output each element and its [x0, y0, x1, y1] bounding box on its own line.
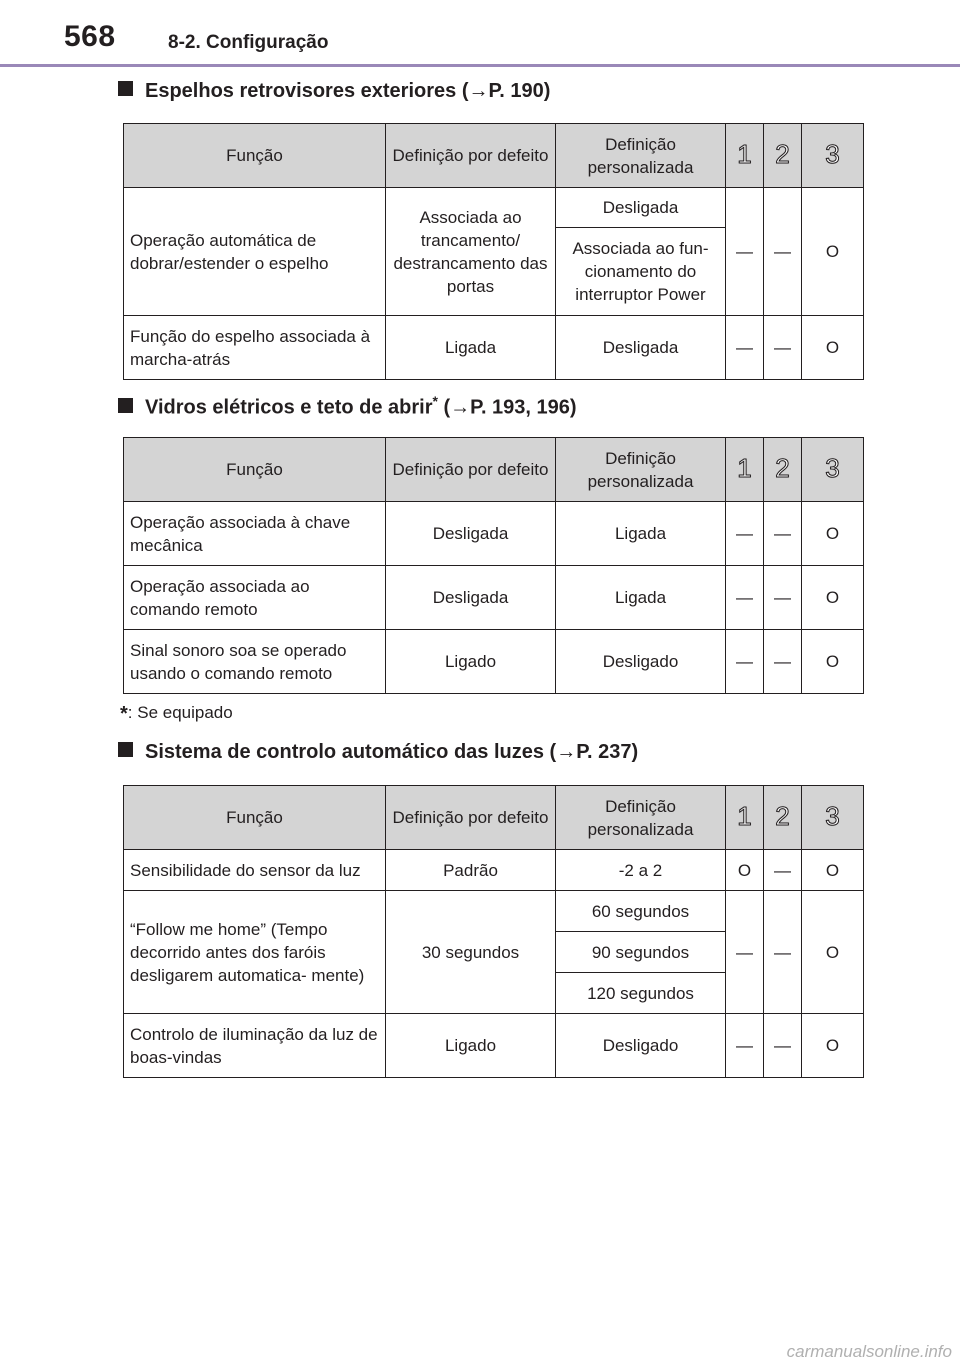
header-function: Função — [124, 124, 386, 188]
lights-table — [123, 785, 864, 1078]
custom-cell: 90 segundos — [556, 932, 726, 973]
col1-cell: — — [726, 188, 764, 316]
function-cell: Operação automática de dobrar/estender o espelho — [124, 188, 386, 316]
square-bullet-icon — [118, 398, 133, 413]
custom-cell: Ligada — [556, 566, 726, 630]
table-header-row — [124, 438, 864, 502]
col3-cell: O — [802, 316, 864, 380]
header-col-2: 2 — [764, 124, 802, 188]
header-default: Definição por defeito — [386, 438, 556, 502]
custom-cell: Desligada — [556, 188, 726, 228]
custom-cell: Desligado — [556, 1014, 726, 1078]
col2-cell: — — [764, 188, 802, 316]
custom-cell: 120 segundos — [556, 973, 726, 1014]
col1-cell: — — [726, 1014, 764, 1078]
header-col-1: 1 — [726, 438, 764, 502]
header-col-1: 1 — [726, 786, 764, 850]
table-row — [124, 502, 864, 566]
col3-cell: O — [802, 188, 864, 316]
section-title-lights: Sistema de controlo automático das luzes (→P. 237) — [118, 741, 638, 764]
col1-cell: — — [726, 630, 764, 694]
table-row — [124, 1014, 864, 1078]
header-custom: Definição personalizada — [556, 786, 726, 850]
col1-cell: — — [726, 316, 764, 380]
custom-cell: Ligada — [556, 502, 726, 566]
header-col-2: 2 — [764, 438, 802, 502]
col3-cell: O — [802, 850, 864, 891]
table-row — [124, 188, 864, 228]
mirrors-table — [123, 123, 864, 380]
header-col-3: 3 — [802, 438, 864, 502]
header-default: Definição por defeito — [386, 124, 556, 188]
col2-cell: — — [764, 850, 802, 891]
col1-cell: — — [726, 502, 764, 566]
table-row — [124, 566, 864, 630]
table-row — [124, 316, 864, 380]
default-cell: Desligada — [386, 566, 556, 630]
custom-cell: Desligado — [556, 630, 726, 694]
default-cell: 30 segundos — [386, 891, 556, 1014]
function-cell: “Follow me home” (Tempo decorrido antes dos faróis desligarem automatica- mente) — [124, 891, 386, 1014]
header-custom: Definição personalizada — [556, 438, 726, 502]
header-function: Função — [124, 786, 386, 850]
header-custom: Definição personalizada — [556, 124, 726, 188]
function-cell: Função do espelho associada à marcha-atrás — [124, 316, 386, 380]
col3-cell: O — [802, 1014, 864, 1078]
page-header — [0, 0, 960, 68]
col3-cell: O — [802, 502, 864, 566]
col2-cell: — — [764, 630, 802, 694]
col3-cell: O — [802, 630, 864, 694]
header-col-1: 1 — [726, 124, 764, 188]
default-cell: Padrão — [386, 850, 556, 891]
header-function: Função — [124, 438, 386, 502]
table-row — [124, 891, 864, 932]
section-title-mirrors: Espelhos retrovisores exteriores (→P. 190) — [118, 80, 550, 103]
header-col-2: 2 — [764, 786, 802, 850]
col2-cell: — — [764, 502, 802, 566]
watermark: carmanualsonline.info — [786, 1342, 952, 1361]
default-cell: Desligada — [386, 502, 556, 566]
custom-cell: Associada ao fun- cionamento do interruptor Power — [556, 228, 726, 316]
footnote: *: Se equipado — [120, 703, 233, 725]
col1-cell: — — [726, 566, 764, 630]
header-col-3: 3 — [802, 786, 864, 850]
custom-cell: Desligada — [556, 316, 726, 380]
col2-cell: — — [764, 891, 802, 1014]
function-cell: Operação associada ao comando remoto — [124, 566, 386, 630]
col3-cell: O — [802, 566, 864, 630]
custom-cell: 60 segundos — [556, 891, 726, 932]
default-cell: Associada ao trancamento/ destrancamento das portas — [386, 188, 556, 316]
section-title-windows: Vidros elétricos e teto de abrir* (→P. 193, 196) — [118, 393, 577, 420]
table-row — [124, 630, 864, 694]
col1-cell: — — [726, 891, 764, 1014]
function-cell: Operação associada à chave mecânica — [124, 502, 386, 566]
col3-cell: O — [802, 891, 864, 1014]
default-cell: Ligado — [386, 630, 556, 694]
col2-cell: — — [764, 316, 802, 380]
chapter-title: 8-2. Configuração — [168, 32, 329, 53]
function-cell: Sinal sonoro soa se operado usando o comando remoto — [124, 630, 386, 694]
page-number: 568 — [64, 20, 116, 53]
default-cell: Ligada — [386, 316, 556, 380]
header-default: Definição por defeito — [386, 786, 556, 850]
col2-cell: — — [764, 1014, 802, 1078]
function-cell: Controlo de iluminação da luz de boas-vindas — [124, 1014, 386, 1078]
header-col-3: 3 — [802, 124, 864, 188]
function-cell: Sensibilidade do sensor da luz — [124, 850, 386, 891]
col1-cell: O — [726, 850, 764, 891]
table-header-row — [124, 124, 864, 188]
table-header-row — [124, 786, 864, 850]
table-row — [124, 850, 864, 891]
default-cell: Ligado — [386, 1014, 556, 1078]
col2-cell: — — [764, 566, 802, 630]
custom-cell: -2 a 2 — [556, 850, 726, 891]
square-bullet-icon — [118, 81, 133, 96]
square-bullet-icon — [118, 742, 133, 757]
header-divider — [0, 64, 960, 67]
windows-table — [123, 437, 864, 694]
